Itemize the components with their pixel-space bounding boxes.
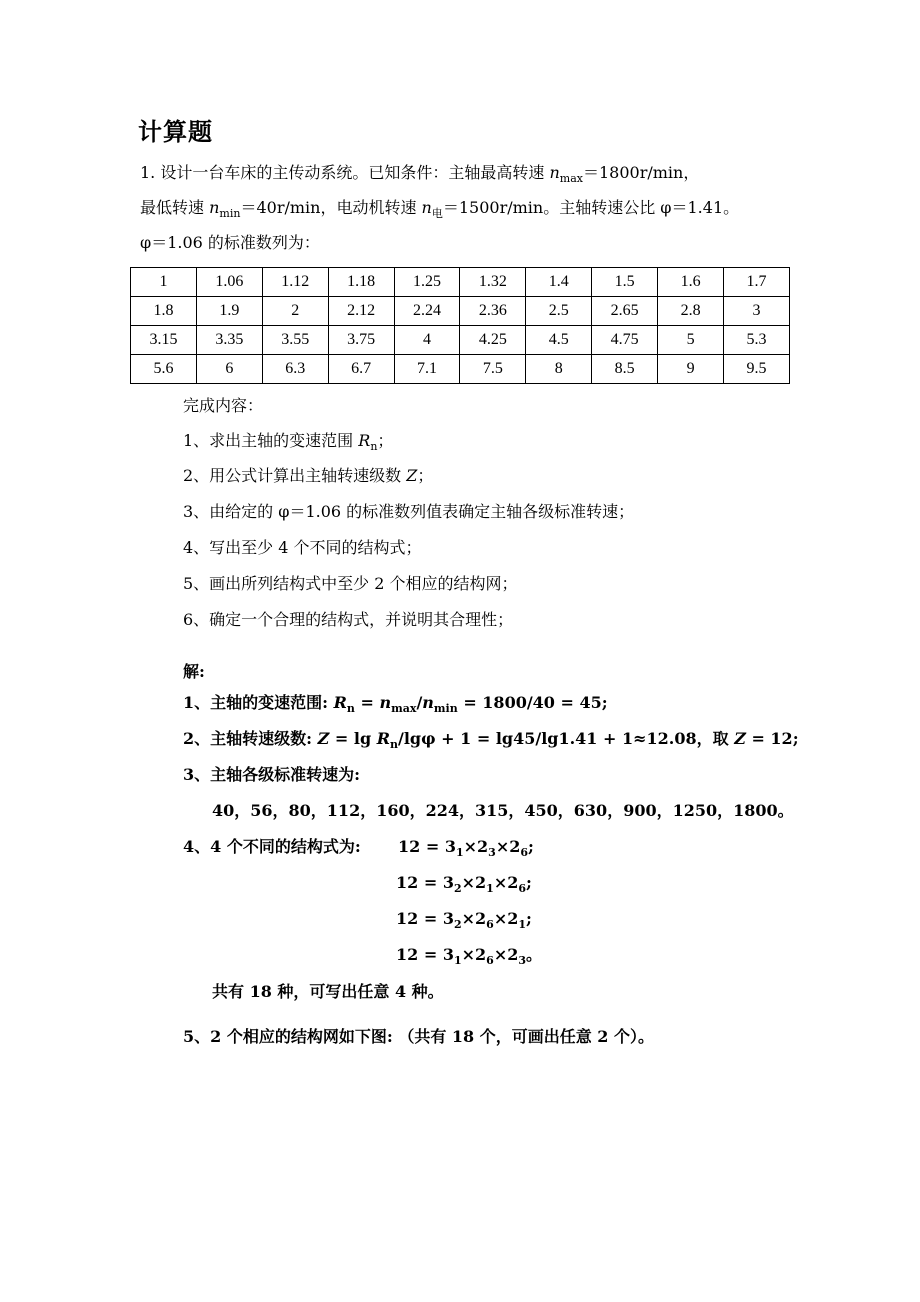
table-cell: 2.65 <box>592 297 658 326</box>
solution-3-speeds: 40，56，80，112，160，224，315，450，630，900，1250，1800。 <box>212 801 794 820</box>
table-cell: 9 <box>658 355 724 384</box>
structure-formula: $12 = 3_2\times 2_6\times 2_1$; <box>396 909 532 931</box>
table-cell: 3 <box>724 297 790 326</box>
problem-line-2: 最低转速 $n_{min}=40r/\min$，电动机转速 $n_电=1500r/\min$。主轴转速公比 φ＝1.41。 <box>140 198 740 220</box>
solution-2: 2、主轴转速级数: $Z = \lg R_n$/lgφ + 1 = lg45/lg1.41 + 1≈12.08，取 Z = 12; <box>183 729 799 751</box>
table-cell: 4.25 <box>460 326 526 355</box>
table-cell: 5.3 <box>724 326 790 355</box>
table-cell: 1.32 <box>460 268 526 297</box>
task-4: 4、写出至少 4 个不同的结构式； <box>183 538 422 557</box>
table-cell: 4.75 <box>592 326 658 355</box>
structure-formula: $12 = 3_1\times 2_6\times 2_3$。 <box>396 945 543 967</box>
table-cell: 7.1 <box>394 355 460 384</box>
table-cell: 6.3 <box>262 355 328 384</box>
table-cell: 2.24 <box>394 297 460 326</box>
task-2: 2、用公式计算出主轴转速级数 Z； <box>183 466 434 485</box>
table-cell: 6 <box>196 355 262 384</box>
table-cell: 1.4 <box>526 268 592 297</box>
solution-heading: 解: <box>183 662 205 681</box>
table-row <box>131 268 790 297</box>
task-6: 6、确定一个合理的结构式，并说明其合理性； <box>183 610 514 629</box>
table-cell: 6.7 <box>328 355 394 384</box>
table-cell: 1.6 <box>658 268 724 297</box>
solution-4-label: 4、4 个不同的结构式为: <box>183 837 361 856</box>
table-cell: 4 <box>394 326 460 355</box>
table-cell: 5.6 <box>131 355 197 384</box>
problem-line-1: 1. 设计一台车床的主传动系统。已知条件：主轴最高转速 $n_{max}=1800r/\min$， <box>140 163 700 185</box>
table-cell: 2.12 <box>328 297 394 326</box>
task-5: 5、画出所列结构式中至少 2 个相应的结构网； <box>183 574 518 593</box>
table-row <box>131 326 790 355</box>
table-cell: 3.55 <box>262 326 328 355</box>
task-3: 3、由给定的 φ＝1.06 的标准数列值表确定主轴各级标准转速； <box>183 502 635 521</box>
standard-series-table <box>130 267 790 384</box>
table-cell: 4.5 <box>526 326 592 355</box>
table-cell: 2.5 <box>526 297 592 326</box>
table-cell: 9.5 <box>724 355 790 384</box>
table-cell: 1 <box>131 268 197 297</box>
table-row <box>131 297 790 326</box>
table-cell: 7.5 <box>460 355 526 384</box>
structure-formula: $12 = 3_1\times 2_3\times 2_6$; <box>398 837 534 859</box>
table-cell: 2.8 <box>658 297 724 326</box>
table-cell: 5 <box>658 326 724 355</box>
problem-line-3: φ＝1.06 的标准数列为： <box>140 233 320 252</box>
table-cell: 1.25 <box>394 268 460 297</box>
structure-formula: $12 = 3_2\times 2_1\times 2_6$; <box>396 873 532 895</box>
table-cell: 1.9 <box>196 297 262 326</box>
solution-5: 5、2 个相应的结构网如下图: （共有 18 个，可画出任意 2 个）。 <box>183 1027 654 1046</box>
table-cell: 1.8 <box>131 297 197 326</box>
table-cell: 1.5 <box>592 268 658 297</box>
table-cell: 8 <box>526 355 592 384</box>
task-1: 1、求出主轴的变速范围 $R_n$； <box>183 431 394 453</box>
table-cell: 1.18 <box>328 268 394 297</box>
table-cell: 1.06 <box>196 268 262 297</box>
table-cell: 2.36 <box>460 297 526 326</box>
solution-4-note: 共有 18 种，可写出任意 4 种。 <box>212 982 444 1001</box>
table-row <box>131 355 790 384</box>
solution-3: 3、主轴各级标准转速为: <box>183 765 361 784</box>
table-cell: 1.7 <box>724 268 790 297</box>
table-cell: 2 <box>262 297 328 326</box>
table-cell: 3.15 <box>131 326 197 355</box>
table-cell: 8.5 <box>592 355 658 384</box>
tasks-heading: 完成内容： <box>183 396 264 415</box>
solution-1: 1、主轴的变速范围: $R_n = n_{max}/n_{min} = 1800/40 = 45$; <box>183 693 608 715</box>
page-title: 计算题 <box>138 118 213 146</box>
table-cell: 3.35 <box>196 326 262 355</box>
table-cell: 1.12 <box>262 268 328 297</box>
table-cell: 3.75 <box>328 326 394 355</box>
